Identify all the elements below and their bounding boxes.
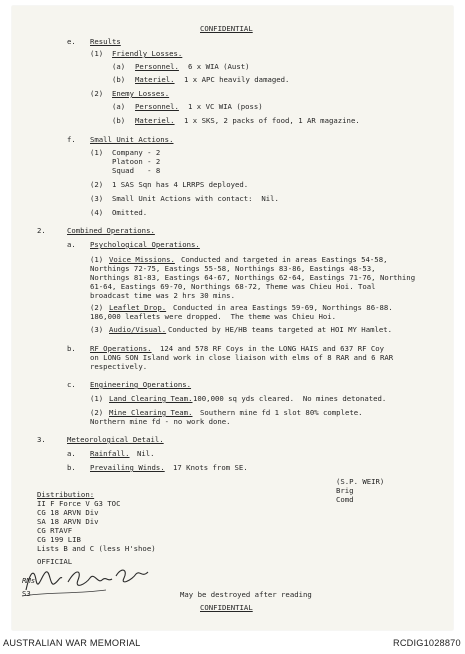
engineering-title: Engineering Operations. xyxy=(90,380,192,389)
item-number: (2) xyxy=(90,180,104,189)
handwritten-signature xyxy=(16,562,166,602)
classification-header: CONFIDENTIAL xyxy=(200,24,253,33)
friendly-personnel-text: 6 x WIA (Aust) xyxy=(188,62,250,71)
enemy-materiel-title: Materiel. xyxy=(135,116,175,125)
distribution-line: SA 18 ARVN Div xyxy=(37,517,99,526)
enemy-losses-title: Enemy Losses. xyxy=(112,89,170,98)
handwritten-note: RMs xyxy=(22,576,36,585)
land-clearing-line: 100,000 sq yds cleared. No mines detonated. xyxy=(193,394,387,403)
section-f-label: f. xyxy=(67,135,76,144)
winds-text: 17 Knots from SE. xyxy=(173,463,248,472)
enemy-personnel-text: 1 x VC WIA (poss) xyxy=(188,102,263,111)
signatory-name: (S.P. WEIR) xyxy=(336,477,385,486)
section-3-number: 3. xyxy=(37,435,46,444)
section-2-number: 2. xyxy=(37,226,46,235)
rf-operations-title: RF Operations. xyxy=(90,344,152,353)
destroy-note: May be destroyed after reading xyxy=(180,590,312,599)
voice-missions-line: Conducted and targeted in areas Eastings 54-58, xyxy=(181,255,388,264)
rainfall-title: Rainfall. xyxy=(90,449,130,458)
section-2c-label: c. xyxy=(67,380,76,389)
omitted-text: Omitted. xyxy=(112,208,148,217)
signatory-appointment: Comd xyxy=(336,495,354,504)
distribution-title: Distribution: xyxy=(37,490,95,499)
voice-missions-line: 61-64, Eastings 69-70, Northings 68-72, Theme was Chieu Hoi. Toal xyxy=(90,282,376,291)
distribution-line: CG 18 ARVN Div xyxy=(37,508,99,517)
handwritten-note: S3 xyxy=(22,589,31,598)
distribution-line: Lists B and C (less H'shoe) xyxy=(37,544,156,553)
land-clearing-title: Land Clearing Team. xyxy=(109,394,193,403)
voice-missions-title: Voice Missions. xyxy=(109,255,175,264)
mine-clearing-line: Southern mine fd 1 slot 80% complete. xyxy=(200,408,363,417)
archive-reference: RCDIG1028870 xyxy=(393,638,461,648)
item-number: (1) xyxy=(90,394,104,403)
friendly-materiel-title: Materiel. xyxy=(135,75,175,84)
section-3b-label: b. xyxy=(67,463,76,472)
item-number: (3) xyxy=(90,325,104,334)
distribution-line: CG 199 LIB xyxy=(37,535,81,544)
friendly-losses-title: Friendly Losses. xyxy=(112,49,183,58)
unit-platoon: Platoon - 2 xyxy=(112,157,161,166)
winds-title: Prevailing Winds. xyxy=(90,463,165,472)
distribution-line: CG RTAVF xyxy=(37,526,73,535)
contact-text: Small Unit Actions with contact: Nil. xyxy=(112,194,279,203)
voice-missions-line: Northings 72-75, Eastings 55-58, Northings 83-86, Eastings 48-53, xyxy=(90,264,376,273)
mine-clearing-line: Northern mine fd - no work done. xyxy=(90,417,231,426)
distribution-line: II F Force V G3 TOC xyxy=(37,499,121,508)
mine-clearing-title: Mine Clearing Team. xyxy=(109,408,193,417)
item-number: (4) xyxy=(90,208,104,217)
rainfall-text: Nil. xyxy=(137,449,155,458)
sas-deployed-text: 1 SAS Sqn has 4 LRRPS deployed. xyxy=(112,180,249,189)
item-letter: (a) xyxy=(112,102,126,111)
item-number: (2) xyxy=(90,408,104,417)
item-number: (2) xyxy=(90,303,104,312)
classification-footer: CONFIDENTIAL xyxy=(200,603,253,612)
section-3-title: Meteorological Detail. xyxy=(67,435,164,444)
archive-name: AUSTRALIAN WAR MEMORIAL xyxy=(3,638,141,648)
leaflet-drop-line: Conducted in area Eastings 59-69, Northings 86-88. xyxy=(173,303,393,312)
item-number: (2) xyxy=(90,89,104,98)
item-letter: (a) xyxy=(112,62,126,71)
friendly-personnel-title: Personnel. xyxy=(135,62,179,71)
enemy-personnel-title: Personnel. xyxy=(135,102,179,111)
friendly-materiel-text: 1 x APC heavily damaged. xyxy=(184,75,290,84)
psyops-title: Psychological Operations. xyxy=(90,240,200,249)
rf-operations-line: 124 and 578 RF Coys in the LONG HAIS and 637 RF Coy xyxy=(160,344,385,353)
section-2-title: Combined Operations. xyxy=(67,226,155,235)
item-letter: (b) xyxy=(112,116,126,125)
audio-visual-line: Conducted by HE/HB teams targeted at HOI MY Hamlet. xyxy=(168,325,393,334)
enemy-materiel-text: 1 x SKS, 2 packs of food, 1 AR magazine. xyxy=(184,116,360,125)
signatory-rank: Brig xyxy=(336,486,354,495)
item-number: (1) xyxy=(90,255,104,264)
leaflet-drop-title: Leaflet Drop. xyxy=(109,303,167,312)
item-number: (1) xyxy=(90,148,104,157)
voice-missions-line: Northings 81-83, Eastings 64-67, Northings 62-64, Eastings 71-76, Northing xyxy=(90,273,416,282)
unit-squad: Squad - 8 xyxy=(112,166,161,175)
audio-visual-title: Audio/Visual. xyxy=(109,325,167,334)
item-letter: (b) xyxy=(112,75,126,84)
section-f-title: Small Unit Actions. xyxy=(90,135,174,144)
official-label: OFFICIAL xyxy=(37,557,73,566)
rf-operations-line: respectively. xyxy=(90,362,148,371)
section-2a-label: a. xyxy=(67,240,76,249)
rf-operations-line: on LONG SON Island work in close liaison with elms of 8 RAR and 6 RAR xyxy=(90,353,394,362)
item-number: (3) xyxy=(90,194,104,203)
item-number: (1) xyxy=(90,49,104,58)
leaflet-drop-line: 186,000 leaflets were dropped. The theme was Chieu Hoi. xyxy=(90,312,337,321)
section-e-title: Results xyxy=(90,37,121,46)
unit-company: Company - 2 xyxy=(112,148,161,157)
section-e-label: e. xyxy=(67,37,76,46)
section-2b-label: b. xyxy=(67,344,76,353)
voice-missions-line: broadcast time was 2 hrs 30 mins. xyxy=(90,291,235,300)
section-3a-label: a. xyxy=(67,449,76,458)
